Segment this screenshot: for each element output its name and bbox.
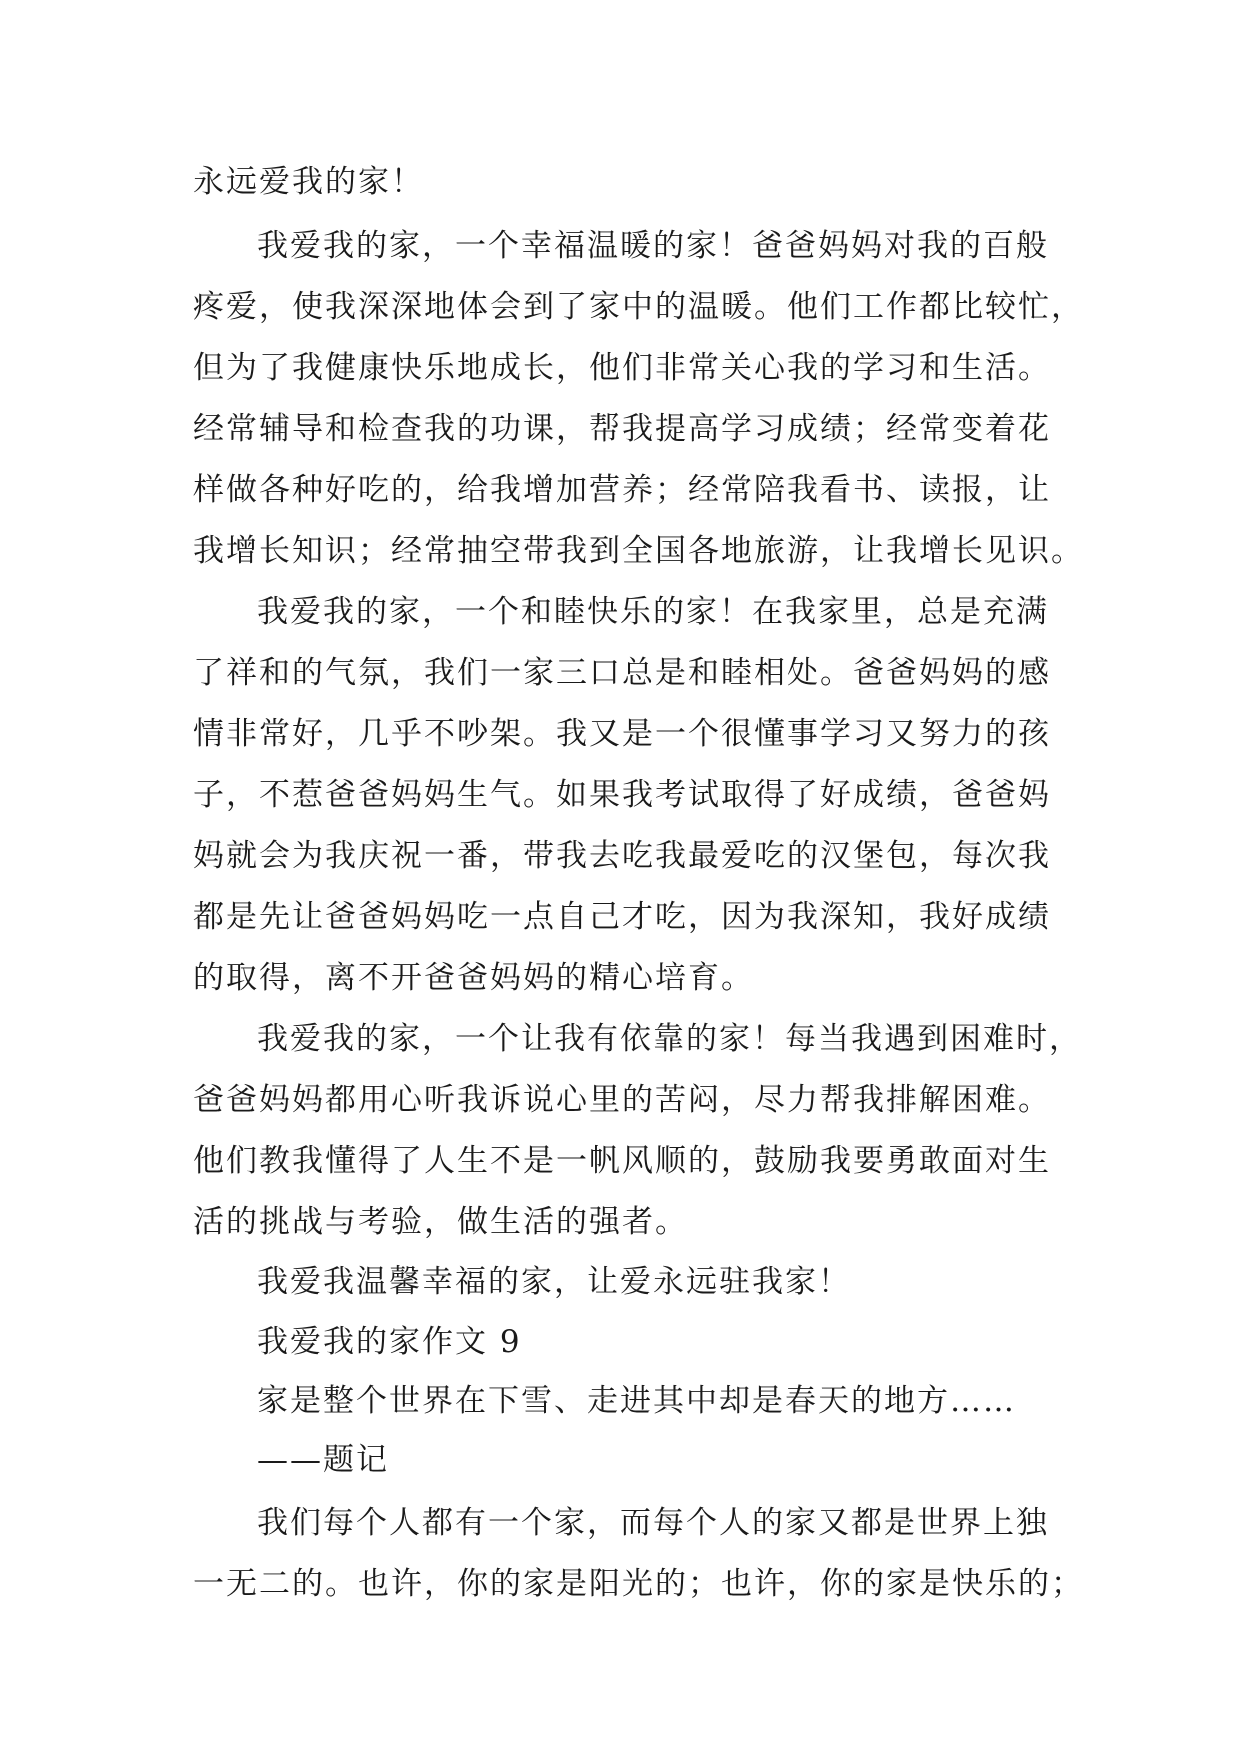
text-line: 我增长知识；经常抽空带我到全国各地旅游，让我增长见识。 bbox=[193, 533, 1084, 569]
text-line: 都是先让爸爸妈妈吃一点自己才吃，因为我深知，我好成绩 bbox=[193, 899, 1051, 935]
paragraph-line: 我爱我的家，一个和睦快乐的家！在我家里，总是充满 bbox=[257, 594, 1049, 630]
text-line: 妈就会为我庆祝一番，带我去吃我最爱吃的汉堡包，每次我 bbox=[193, 838, 1051, 874]
epigraph-line: 家是整个世界在下雪、走进其中却是春天的地方…… bbox=[257, 1383, 1016, 1419]
text-line: 情非常好，几乎不吵架。我又是一个很懂事学习又努力的孩 bbox=[193, 716, 1051, 752]
paragraph-line: 我们每个人都有一个家，而每个人的家又都是世界上独 bbox=[257, 1505, 1049, 1541]
text-line: 子，不惹爸爸妈妈生气。如果我考试取得了好成绩，爸爸妈 bbox=[193, 777, 1051, 813]
text-line: 疼爱，使我深深地体会到了家中的温暖。他们工作都比较忙， bbox=[193, 289, 1084, 325]
paragraph-line: 我爱我的家，一个让我有依靠的家！每当我遇到困难时， bbox=[257, 1021, 1082, 1057]
text-line: 活的挑战与考验，做生活的强者。 bbox=[193, 1204, 688, 1240]
section-heading: 我爱我的家作文 9 bbox=[257, 1324, 522, 1360]
text-line: 的取得，离不开爸爸妈妈的精心培育。 bbox=[193, 960, 754, 996]
epigraph-attribution: ——题记 bbox=[257, 1442, 389, 1478]
text-line: 样做各种好吃的，给我增加营养；经常陪我看书、读报，让 bbox=[193, 472, 1051, 508]
text-line: 经常辅导和检查我的功课，帮我提高学习成绩；经常变着花 bbox=[193, 411, 1051, 447]
text-line: 但为了我健康快乐地成长，他们非常关心我的学习和生活。 bbox=[193, 350, 1051, 386]
paragraph-line: 我爱我温馨幸福的家，让爱永远驻我家！ bbox=[257, 1264, 851, 1300]
paragraph-line: 我爱我的家，一个幸福温暖的家！爸爸妈妈对我的百般 bbox=[257, 228, 1049, 264]
text-line: 了祥和的气氛，我们一家三口总是和睦相处。爸爸妈妈的感 bbox=[193, 655, 1051, 691]
text-line: 爸爸妈妈都用心听我诉说心里的苦闷，尽力帮我排解困难。 bbox=[193, 1082, 1051, 1118]
text-line: 他们教我懂得了人生不是一帆风顺的，鼓励我要勇敢面对生 bbox=[193, 1143, 1051, 1179]
text-line: 永远爱我的家！ bbox=[193, 164, 424, 200]
text-line: 一无二的。也许，你的家是阳光的；也许，你的家是快乐的； bbox=[193, 1566, 1084, 1602]
